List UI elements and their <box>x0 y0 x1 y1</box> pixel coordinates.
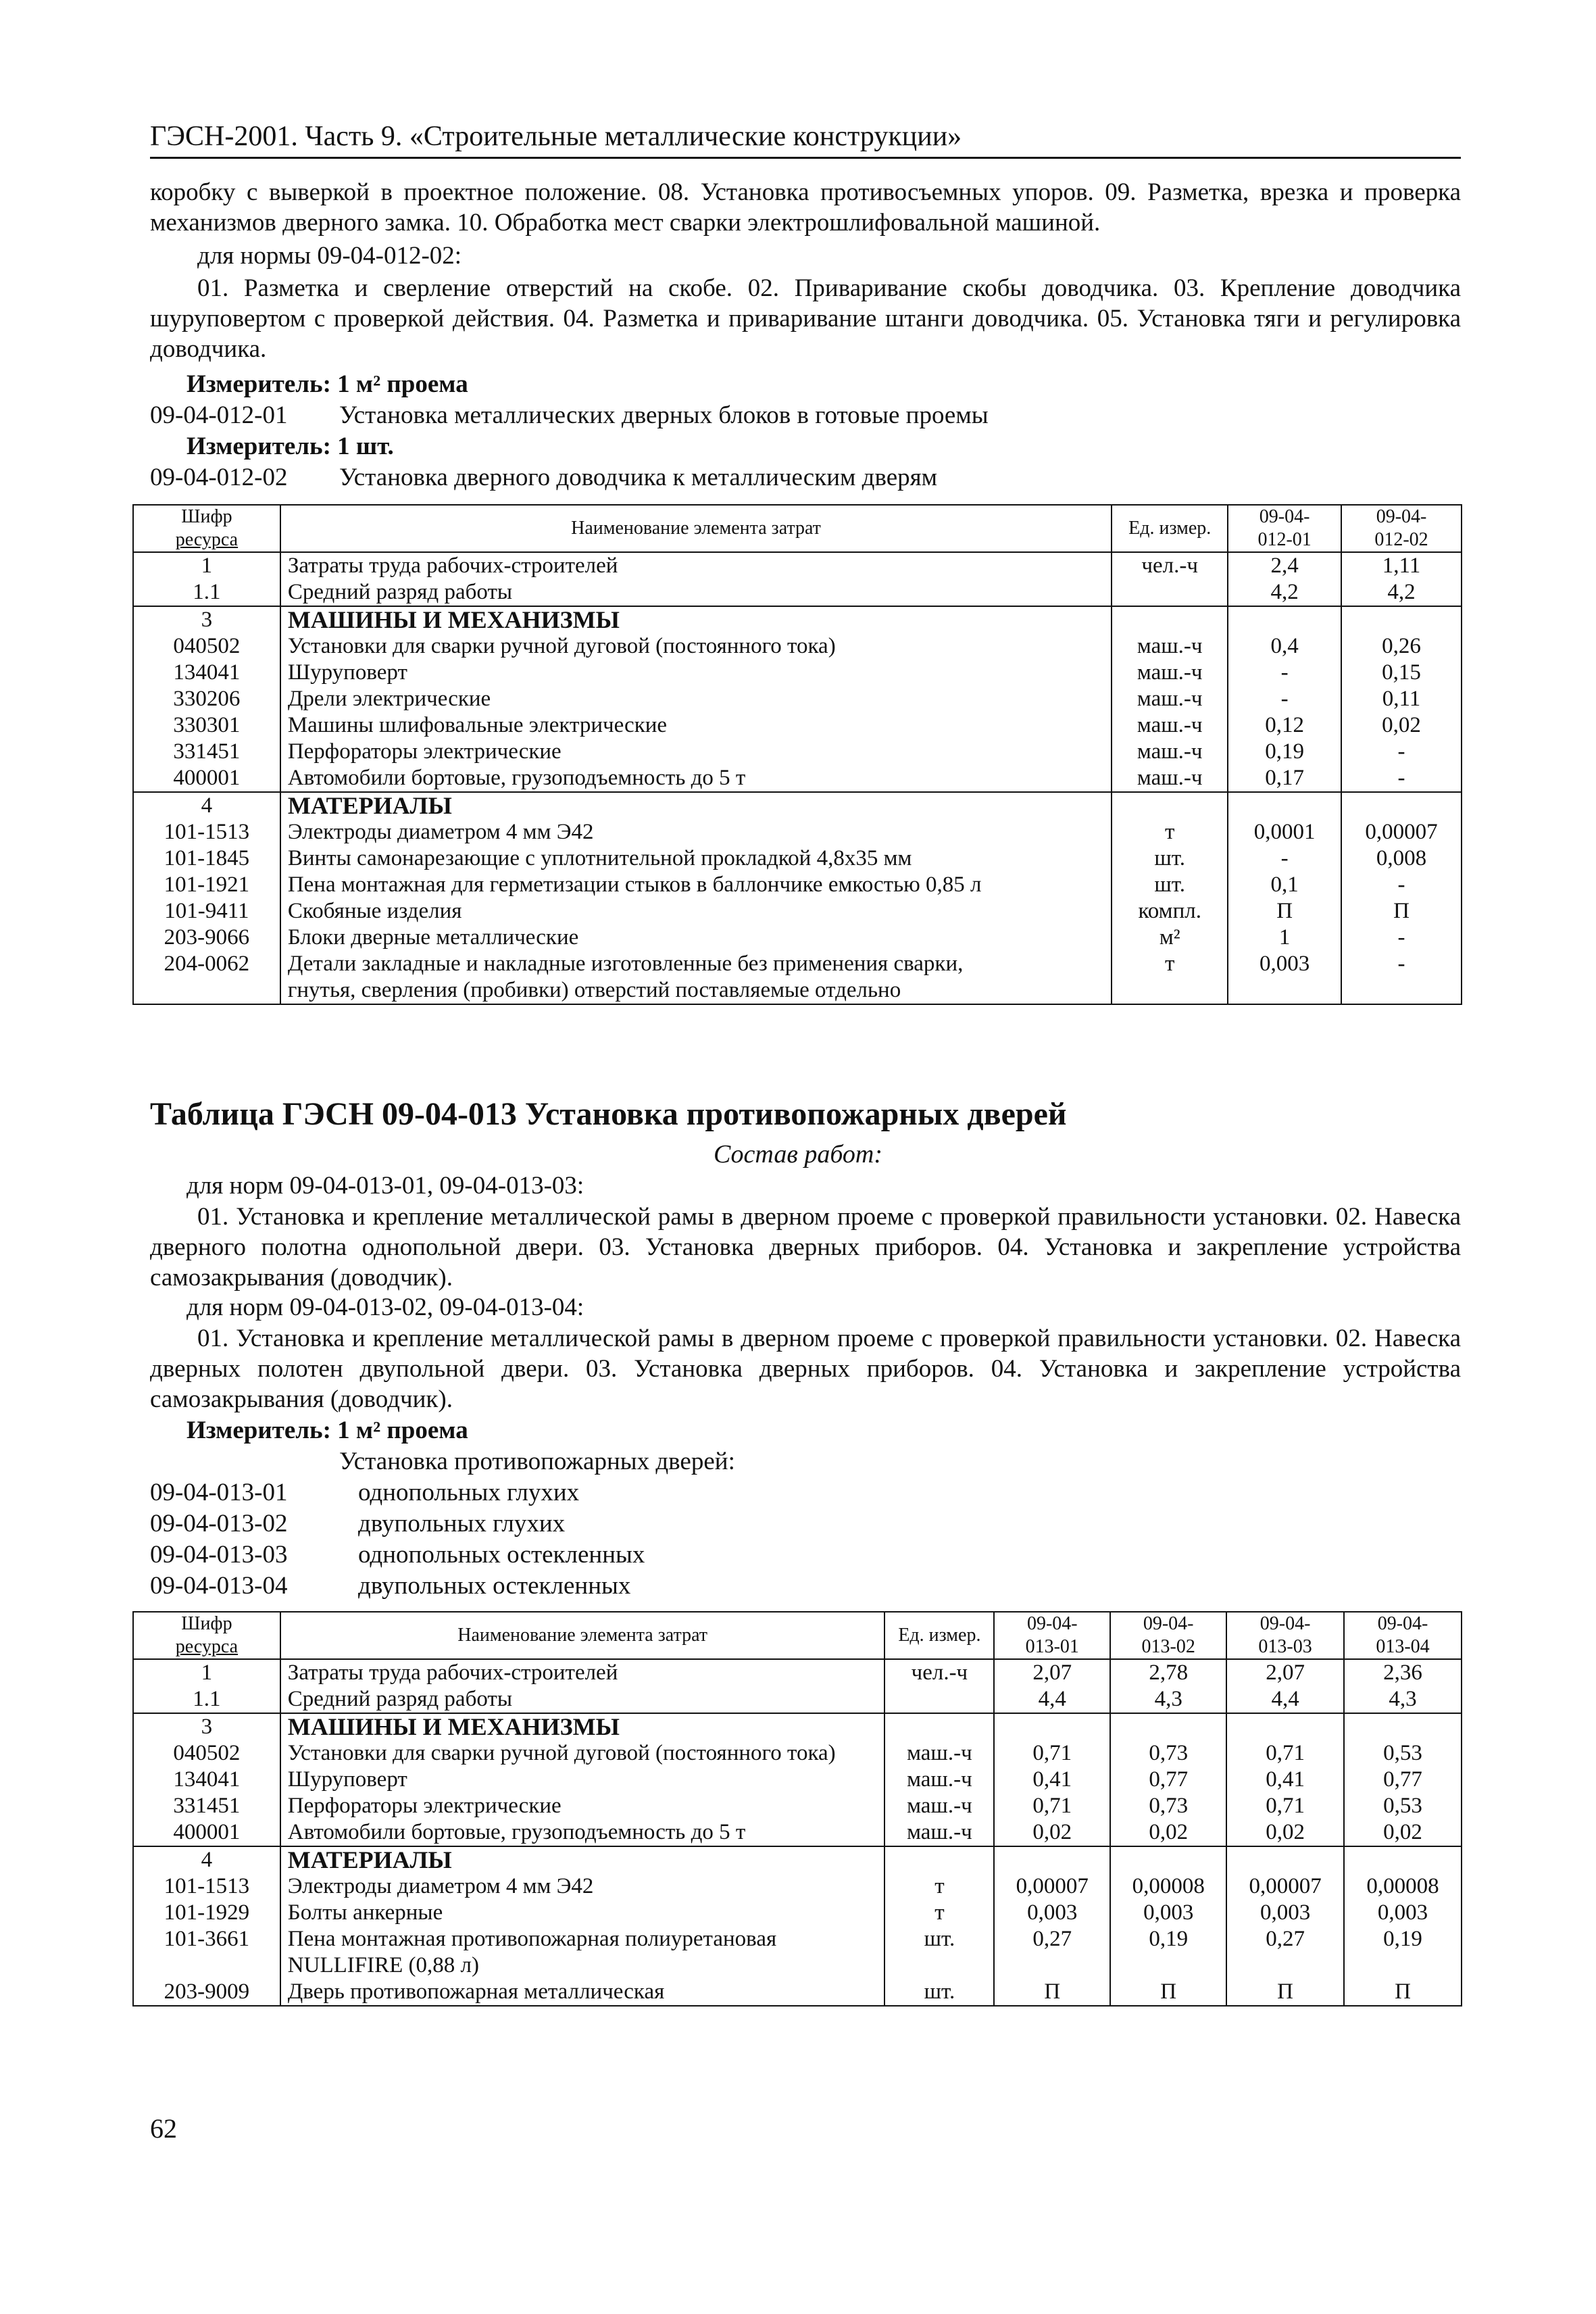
cell-unit: маш.-ч <box>884 1819 994 1846</box>
cell-value: - <box>1228 845 1341 872</box>
cell-code: 101-1513 <box>133 819 280 845</box>
norm-label: для нормы 09-04-012-02: <box>197 242 462 270</box>
cell-value: 0,73 <box>1110 1793 1226 1819</box>
cell-value: 0,0001 <box>1228 819 1341 845</box>
cell-code: 1.1 <box>133 1686 280 1713</box>
cell-value: 0,19 <box>1110 1926 1226 1979</box>
cell-value: 0,53 <box>1344 1793 1462 1819</box>
cell-code: 331451 <box>133 1793 280 1819</box>
cell-value: П <box>1341 898 1462 925</box>
cell-value: 0,02 <box>1110 1819 1226 1846</box>
cell-value: 0,73 <box>1110 1740 1226 1767</box>
cell-code: 134041 <box>133 1767 280 1793</box>
norm-code: 09-04-013-01 <box>150 1479 288 1506</box>
table-row <box>133 819 1462 845</box>
table-row <box>133 977 1462 1004</box>
norm-label: для норм 09-04-013-02, 09-04-013-04: <box>186 1294 584 1321</box>
cell-name: Автомобили бортовые, грузоподъемность до 5 т <box>280 1819 885 1846</box>
cell-value: 0,11 <box>1341 686 1462 712</box>
norm-description: однопольных глухих <box>358 1479 580 1506</box>
cell-value <box>1228 792 1341 819</box>
cell-code: 1 <box>133 1659 280 1686</box>
cell-value: 2,07 <box>994 1659 1110 1686</box>
cell-value <box>1228 977 1341 1004</box>
cell-unit: шт. <box>884 1926 994 1979</box>
cell-name: Дрели электрические <box>280 686 1112 712</box>
table-row <box>133 606 1462 633</box>
cell-value: 0,00007 <box>1226 1873 1344 1900</box>
cell-name: Электроды диаметром 4 мм Э42 <box>280 1873 885 1900</box>
cell-unit: т <box>884 1873 994 1900</box>
cell-unit: маш.-ч <box>884 1793 994 1819</box>
cell-code: 101-1929 <box>133 1900 280 1926</box>
cell-name: Перфораторы электрические <box>280 1793 885 1819</box>
norm-label: для норм 09-04-013-01, 09-04-013-03: <box>186 1172 584 1200</box>
norm-description: Установка металлических дверных блоков в готовые проемы <box>339 401 989 429</box>
cell-unit: шт. <box>1112 872 1228 898</box>
cell-unit: маш.-ч <box>1112 633 1228 660</box>
norm-code: 09-04-013-03 <box>150 1541 288 1569</box>
cell-value <box>1344 1846 1462 1873</box>
cell-name: МАТЕРИАЛЫ <box>280 1846 885 1873</box>
cell-value: П <box>994 1979 1110 2006</box>
header-norm: 09-04- 013-02 <box>1110 1612 1226 1659</box>
cell-value: - <box>1341 925 1462 951</box>
table-row <box>133 579 1462 606</box>
cell-name: Пена монтажная для герметизации стыков в баллончике емкостью 0,85 л <box>280 872 1112 898</box>
cell-code: 400001 <box>133 765 280 792</box>
cell-value: 0,27 <box>1226 1926 1344 1979</box>
cell-value: 4,3 <box>1110 1686 1226 1713</box>
cell-unit: маш.-ч <box>884 1767 994 1793</box>
table-row <box>133 712 1462 739</box>
cell-unit <box>1112 606 1228 633</box>
cell-value: 0,003 <box>1344 1900 1462 1926</box>
cell-value: 0,00008 <box>1110 1873 1226 1900</box>
table-row <box>133 925 1462 951</box>
cell-code: 134041 <box>133 660 280 686</box>
table-row <box>133 1767 1462 1793</box>
cell-code: 203-9009 <box>133 1979 280 2006</box>
cell-name: Болты анкерные <box>280 1900 885 1926</box>
cell-value <box>1110 1713 1226 1740</box>
header-name: Наименование элемента затрат <box>280 1612 885 1659</box>
cell-name: Автомобили бортовые, грузоподъемность до 5 т <box>280 765 1112 792</box>
cell-name: Шуруповерт <box>280 1767 885 1793</box>
work-composition-continued: коробку с выверкой в проектное положение. 08. Установка противосъемных упоров. 09. Разметка, врезка и проверка механизмов дверного замка. 10. Обработка мест сварки электрошлифовальной машиной. <box>150 178 1461 237</box>
cell-unit <box>1112 792 1228 819</box>
header-name: Наименование элемента затрат <box>280 505 1112 552</box>
cell-unit: чел.-ч <box>884 1659 994 1686</box>
cell-value: - <box>1341 739 1462 765</box>
cell-name: Установки для сварки ручной дуговой (постоянного тока) <box>280 633 1112 660</box>
cell-name: Блоки дверные металлические <box>280 925 1112 951</box>
cell-code: 4 <box>133 1846 280 1873</box>
cell-value <box>1341 606 1462 633</box>
cell-value: 0,19 <box>1228 739 1341 765</box>
header-norm: 09-04- 013-01 <box>994 1612 1110 1659</box>
cell-unit <box>884 1713 994 1740</box>
cell-value: 1,11 <box>1341 552 1462 579</box>
table-row <box>133 898 1462 925</box>
cell-value <box>1228 606 1341 633</box>
cell-unit <box>884 1686 994 1713</box>
cell-value: 0,003 <box>994 1900 1110 1926</box>
cell-name: Затраты труда рабочих-строителей <box>280 552 1112 579</box>
cell-value: П <box>1110 1979 1226 2006</box>
table-header-row <box>133 505 1462 552</box>
cell-name: Дверь противопожарная металлическая <box>280 1979 885 2006</box>
cell-value: 0,41 <box>1226 1767 1344 1793</box>
norm-description: однопольных остекленных <box>358 1541 645 1569</box>
table-row <box>133 552 1462 579</box>
table-row <box>133 1979 1462 2006</box>
cell-name: Машины шлифовальные электрические <box>280 712 1112 739</box>
header-norm: 09-04- 013-03 <box>1226 1612 1344 1659</box>
cell-name: Скобяные изделия <box>280 898 1112 925</box>
cell-unit: маш.-ч <box>1112 765 1228 792</box>
cell-value: 0,41 <box>994 1767 1110 1793</box>
header-unit: Ед. измер. <box>1112 505 1228 552</box>
cell-code: 400001 <box>133 1819 280 1846</box>
table-body <box>133 1659 1462 2006</box>
cell-value: 0,77 <box>1344 1767 1462 1793</box>
cell-value: 0,02 <box>1344 1819 1462 1846</box>
cell-code: 3 <box>133 606 280 633</box>
cell-value: 4,4 <box>1226 1686 1344 1713</box>
table-row <box>133 1713 1462 1740</box>
cell-unit <box>884 1846 994 1873</box>
table-header-row <box>133 1612 1462 1659</box>
norm-intro: Установка противопожарных дверей: <box>339 1448 735 1475</box>
norm-code: 09-04-013-02 <box>150 1510 288 1537</box>
cell-unit: шт. <box>1112 845 1228 872</box>
cell-value: 4,4 <box>994 1686 1110 1713</box>
cell-value: П <box>1228 898 1341 925</box>
cell-code: 101-1513 <box>133 1873 280 1900</box>
cell-value: 0,1 <box>1228 872 1341 898</box>
header-norm: 09-04- 012-02 <box>1341 505 1462 552</box>
table-row <box>133 1846 1462 1873</box>
cell-value: 0,00007 <box>994 1873 1110 1900</box>
table-row <box>133 686 1462 712</box>
cell-name: Средний разряд работы <box>280 579 1112 606</box>
cell-value: - <box>1341 765 1462 792</box>
cell-value: 0,02 <box>994 1819 1110 1846</box>
cell-code: 1.1 <box>133 579 280 606</box>
cell-value <box>1344 1713 1462 1740</box>
work-composition-012-02: 01. Разметка и сверление отверстий на скобе. 02. Приваривание скобы доводчика. 03. Крепление доводчика шуруповертом с проверкой действия. 04. Разметка и приваривание штанги доводчика. 05. Установка тяги и регулировка доводчика. <box>150 274 1461 363</box>
norm-code: 09-04-013-04 <box>150 1572 288 1600</box>
cell-value: 0,003 <box>1110 1900 1226 1926</box>
cell-value: 0,71 <box>1226 1740 1344 1767</box>
header-code: Шифр ресурса <box>133 1612 280 1659</box>
header-norm: 09-04- 012-01 <box>1228 505 1341 552</box>
cell-value: - <box>1228 660 1341 686</box>
table-row <box>133 1793 1462 1819</box>
cell-code: 4 <box>133 792 280 819</box>
norm-description: Установка дверного доводчика к металлическим дверям <box>339 464 938 491</box>
cell-code: 101-3661 <box>133 1926 280 1979</box>
table-row <box>133 633 1462 660</box>
cell-value: 0,17 <box>1228 765 1341 792</box>
cell-value <box>1341 792 1462 819</box>
cell-value: 2,07 <box>1226 1659 1344 1686</box>
cell-code: 3 <box>133 1713 280 1740</box>
cell-name: Пена монтажная противопожарная полиуретановая NULLIFIRE (0,88 л) <box>280 1926 885 1979</box>
cell-value: - <box>1341 951 1462 977</box>
cell-value: 4,2 <box>1228 579 1341 606</box>
cell-unit: шт. <box>884 1979 994 2006</box>
resource-table-012 <box>132 504 1462 1005</box>
cell-value: 2,36 <box>1344 1659 1462 1686</box>
cell-value: 4,2 <box>1341 579 1462 606</box>
work-composition-013-a: 01. Установка и крепление металлической рамы в дверном проеме с проверкой правильности установки. 02. Навеска дверного полотна однопольной двери. 03. Установка дверных приборов. 04. Установка и закрепление устройства самозакрывания (доводчик). <box>150 1203 1461 1291</box>
cell-value: 4,3 <box>1344 1686 1462 1713</box>
cell-unit: чел.-ч <box>1112 552 1228 579</box>
resource-table-013 <box>132 1611 1462 2007</box>
norm-description: двупольных остекленных <box>358 1572 631 1600</box>
cell-value <box>994 1846 1110 1873</box>
cell-name: Винты самонарезающие с уплотнительной прокладкой 4,8x35 мм <box>280 845 1112 872</box>
cell-unit: компл. <box>1112 898 1228 925</box>
cell-code: 101-1921 <box>133 872 280 898</box>
cell-value: 2,4 <box>1228 552 1341 579</box>
cell-value <box>1226 1713 1344 1740</box>
cell-value: 0,27 <box>994 1926 1110 1979</box>
cell-name: МАШИНЫ И МЕХАНИЗМЫ <box>280 606 1112 633</box>
cell-unit: м² <box>1112 925 1228 951</box>
cell-code: 330301 <box>133 712 280 739</box>
cell-value: 0,12 <box>1228 712 1341 739</box>
table-row <box>133 739 1462 765</box>
table-row <box>133 1686 1462 1713</box>
table-row <box>133 1873 1462 1900</box>
norm-code: 09-04-012-02 <box>150 464 288 491</box>
table-row <box>133 660 1462 686</box>
norm-description: двупольных глухих <box>358 1510 566 1537</box>
cell-value: 0,71 <box>994 1793 1110 1819</box>
cell-code: 204-0062 <box>133 951 280 977</box>
cell-value: 0,4 <box>1228 633 1341 660</box>
cell-value: 0,02 <box>1341 712 1462 739</box>
work-composition-013-b: 01. Установка и крепление металлической рамы в дверном проеме с проверкой правильности установки. 02. Навеска дверных полотен двупольной двери. 03. Установка дверных приборов. 04. Установка и закрепление устройства самозакрывания (доводчик). <box>150 1325 1461 1413</box>
table-row <box>133 951 1462 977</box>
table-row <box>133 792 1462 819</box>
cell-value: 0,71 <box>1226 1793 1344 1819</box>
cell-name: Шуруповерт <box>280 660 1112 686</box>
cell-code: 1 <box>133 552 280 579</box>
cell-value: 0,02 <box>1226 1819 1344 1846</box>
cell-value: П <box>1226 1979 1344 2006</box>
norm-code: 09-04-012-01 <box>150 401 288 429</box>
cell-value: 0,008 <box>1341 845 1462 872</box>
cell-name: Перфораторы электрические <box>280 739 1112 765</box>
page-number: 62 <box>150 2113 177 2144</box>
composition-heading: Состав работ: <box>713 1140 883 1168</box>
table-body <box>133 552 1462 1004</box>
cell-value: 0,00007 <box>1341 819 1462 845</box>
cell-value <box>1110 1846 1226 1873</box>
cell-code: 330206 <box>133 686 280 712</box>
cell-name: Детали закладные и накладные изготовленные без применения сварки, <box>280 951 1112 977</box>
table-row <box>133 1659 1462 1686</box>
cell-name: гнутья, сверления (пробивки) отверстий поставляемые отдельно <box>280 977 1112 1004</box>
cell-unit: т <box>1112 951 1228 977</box>
cell-name: Установки для сварки ручной дуговой (постоянного тока) <box>280 1740 885 1767</box>
cell-code: 101-1845 <box>133 845 280 872</box>
cell-value <box>994 1713 1110 1740</box>
cell-value: - <box>1341 872 1462 898</box>
cell-name: МАШИНЫ И МЕХАНИЗМЫ <box>280 1713 885 1740</box>
table-row <box>133 1926 1462 1979</box>
cell-value: 0,003 <box>1226 1900 1344 1926</box>
table-row <box>133 845 1462 872</box>
cell-value: 1 <box>1228 925 1341 951</box>
cell-value: 0,15 <box>1341 660 1462 686</box>
table-row <box>133 1819 1462 1846</box>
cell-value: 0,26 <box>1341 633 1462 660</box>
cell-unit: маш.-ч <box>1112 686 1228 712</box>
cell-code <box>133 977 280 1004</box>
cell-code: 101-9411 <box>133 898 280 925</box>
cell-unit <box>1112 977 1228 1004</box>
cell-value <box>1226 1846 1344 1873</box>
cell-value: П <box>1344 1979 1462 2006</box>
cell-unit: т <box>1112 819 1228 845</box>
cell-unit <box>1112 579 1228 606</box>
meter-label: Измеритель: 1 шт. <box>186 433 394 460</box>
cell-value: 0,77 <box>1110 1767 1226 1793</box>
cell-value: 0,19 <box>1344 1926 1462 1979</box>
table-row <box>133 1900 1462 1926</box>
cell-code: 331451 <box>133 739 280 765</box>
cell-name: Затраты труда рабочих-строителей <box>280 1659 885 1686</box>
meter-label: Измеритель: 1 м² проема <box>186 1417 468 1444</box>
cell-value: - <box>1228 686 1341 712</box>
cell-unit: маш.-ч <box>1112 660 1228 686</box>
cell-value: 0,00008 <box>1344 1873 1462 1900</box>
cell-unit: маш.-ч <box>1112 739 1228 765</box>
cell-name: МАТЕРИАЛЫ <box>280 792 1112 819</box>
table-row <box>133 872 1462 898</box>
cell-name: Средний разряд работы <box>280 1686 885 1713</box>
header-code: Шифр ресурса <box>133 505 280 552</box>
table-row <box>133 765 1462 792</box>
header-unit: Ед. измер. <box>884 1612 994 1659</box>
section-title: Таблица ГЭСН 09-04-013 Установка противопожарных дверей <box>150 1096 1067 1132</box>
cell-code: 040502 <box>133 1740 280 1767</box>
header-norm: 09-04- 013-04 <box>1344 1612 1462 1659</box>
cell-value: 0,003 <box>1228 951 1341 977</box>
cell-name: Электроды диаметром 4 мм Э42 <box>280 819 1112 845</box>
cell-unit: маш.-ч <box>1112 712 1228 739</box>
cell-value <box>1341 977 1462 1004</box>
cell-unit: маш.-ч <box>884 1740 994 1767</box>
cell-code: 203-9066 <box>133 925 280 951</box>
cell-value: 2,78 <box>1110 1659 1226 1686</box>
cell-value: 0,71 <box>994 1740 1110 1767</box>
cell-unit: т <box>884 1900 994 1926</box>
table-row <box>133 1740 1462 1767</box>
page-header: ГЭСН-2001. Часть 9. «Строительные металлические конструкции» <box>150 119 1461 159</box>
meter-label: Измеритель: 1 м² проема <box>186 370 468 398</box>
cell-value: 0,53 <box>1344 1740 1462 1767</box>
cell-code: 040502 <box>133 633 280 660</box>
